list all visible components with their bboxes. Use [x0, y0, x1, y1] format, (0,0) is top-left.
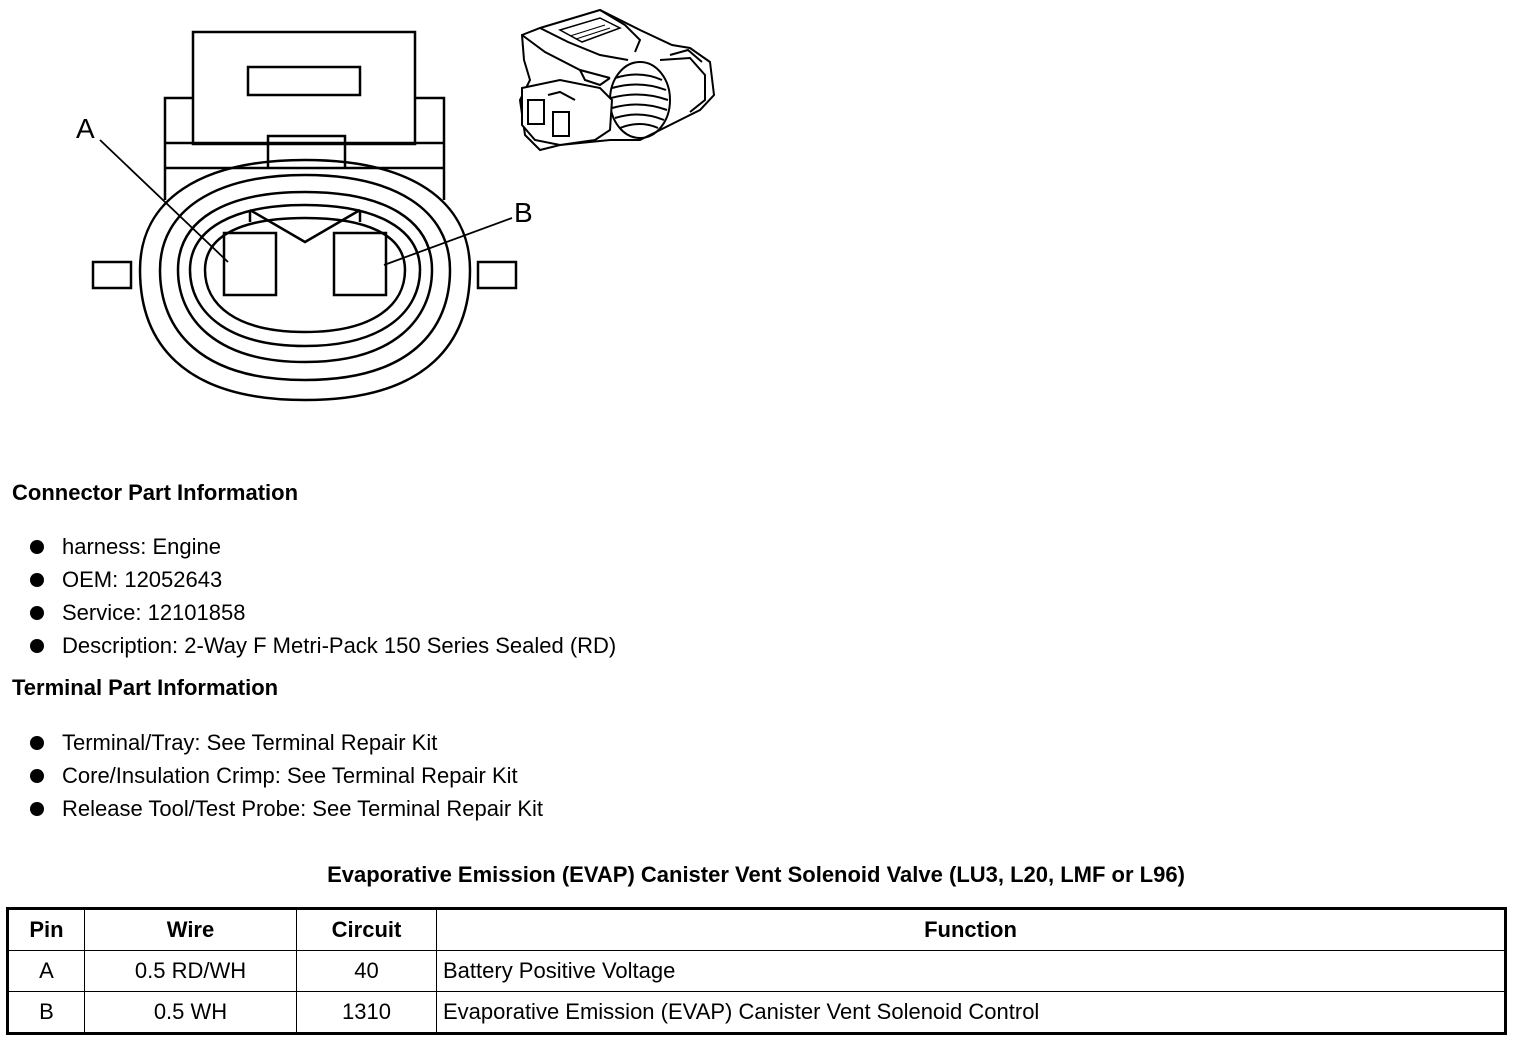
pin-table-title: Evaporative Emission (EVAP) Canister Vent Solenoid Valve (LU3, L20, LMF or L96) — [327, 862, 1185, 887]
cell-wire: 0.5 RD/WH — [85, 951, 297, 992]
bullet-icon — [30, 639, 44, 653]
table-row — [8, 951, 1506, 992]
bullet-icon — [30, 802, 44, 816]
cell-circuit: 40 — [297, 951, 437, 992]
bullet-icon — [30, 769, 44, 783]
bullet-icon — [30, 573, 44, 587]
column-header-function: Function — [437, 909, 1506, 951]
latch-window — [248, 67, 360, 95]
column-header-pin: Pin — [8, 909, 85, 951]
left-ear — [93, 262, 131, 288]
list-item-text: Terminal/Tray: See Terminal Repair Kit — [62, 730, 438, 755]
cell-pin: A — [8, 951, 85, 992]
latch-housing — [193, 32, 415, 144]
list-item — [28, 629, 616, 662]
cell-function: Battery Positive Voltage — [437, 951, 1506, 992]
cell-wire: 0.5 WH — [85, 992, 297, 1034]
terminal-cavity-a — [224, 233, 276, 295]
terminal-info-heading: Terminal Part Information — [12, 675, 279, 700]
callout-b-label: B — [514, 197, 533, 228]
cell-circuit: 1310 — [297, 992, 437, 1034]
list-item — [28, 530, 616, 563]
callout-a-label: A — [76, 113, 95, 144]
connector-diagram — [0, 0, 760, 420]
list-item — [28, 563, 616, 596]
right-ear — [478, 262, 516, 288]
column-header-wire: Wire — [85, 909, 297, 951]
list-item-text: Description: 2-Way F Metri-Pack 150 Series Sealed (RD) — [62, 633, 617, 658]
list-item-text: Release Tool/Test Probe: See Terminal Repair Kit — [62, 796, 543, 821]
cell-pin: B — [8, 992, 85, 1034]
connector-info-list — [28, 530, 616, 662]
connector-isometric-view — [520, 10, 714, 150]
list-item-text: Core/Insulation Crimp: See Terminal Repair Kit — [62, 763, 518, 788]
table-header-row — [8, 909, 1506, 951]
bullet-icon — [30, 540, 44, 554]
table-row — [8, 992, 1506, 1034]
cell-function: Evaporative Emission (EVAP) Canister Vent Solenoid Control — [437, 992, 1506, 1034]
bullet-icon — [30, 736, 44, 750]
list-item-text: OEM: 12052643 — [62, 567, 223, 592]
pin-table — [6, 907, 1507, 1035]
bullet-icon — [30, 606, 44, 620]
list-item-text: Service: 12101858 — [62, 600, 246, 625]
list-item — [28, 792, 543, 825]
list-item-text: harness: Engine — [62, 534, 221, 559]
connector-face-view — [93, 32, 516, 400]
list-item — [28, 596, 616, 629]
column-header-circuit: Circuit — [297, 909, 437, 951]
terminal-cavity-b — [334, 233, 386, 295]
terminal-info-list — [28, 726, 543, 825]
list-item — [28, 759, 543, 792]
list-item — [28, 726, 543, 759]
connector-info-heading: Connector Part Information — [12, 480, 299, 505]
